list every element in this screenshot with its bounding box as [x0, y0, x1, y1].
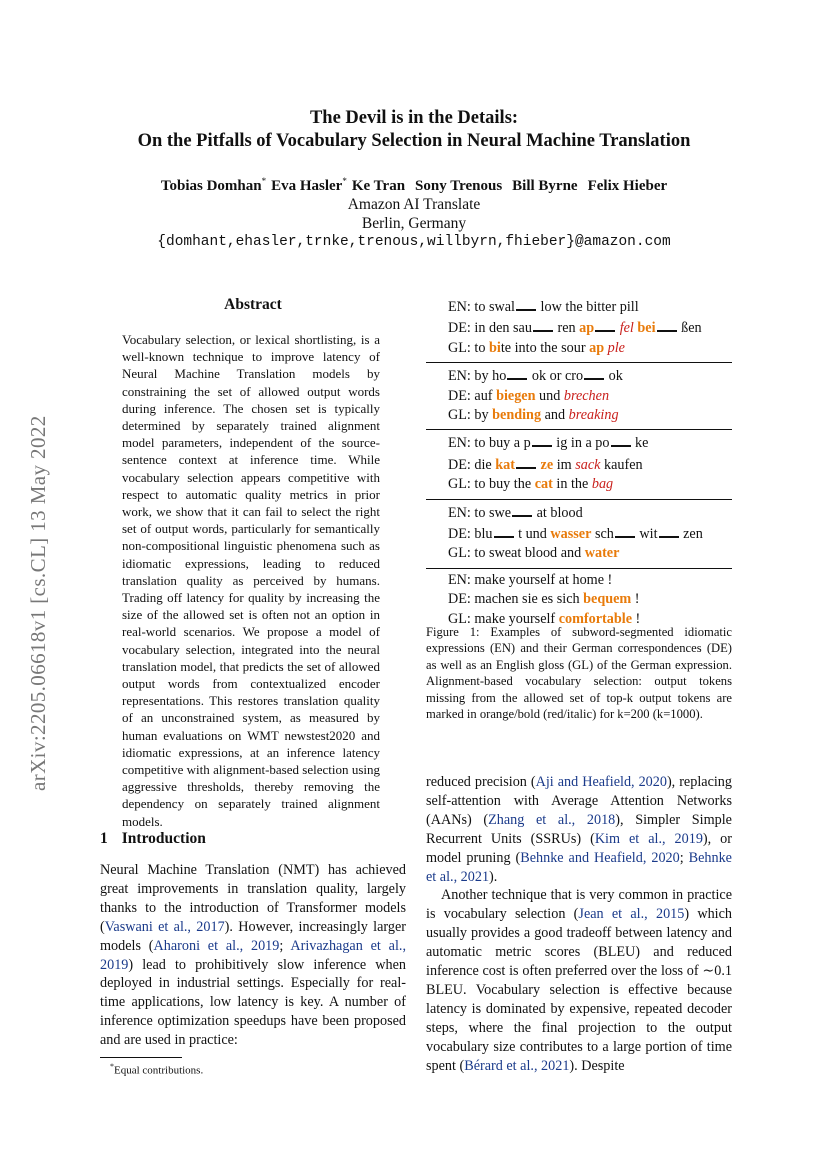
missing-token-k200: ap	[589, 339, 605, 356]
token-text: DE: die	[448, 456, 496, 473]
token-text: DE: machen sie es sich	[448, 591, 584, 608]
german-line	[448, 317, 732, 338]
missing-token-k1000: breaking	[568, 407, 619, 424]
token-text: GL: to sweat blood and	[448, 545, 585, 562]
token-text: ßen	[677, 320, 702, 337]
text-run: Another technique that is very common in practice is vocabulary selection (	[426, 887, 732, 923]
german-line	[448, 590, 732, 609]
missing-token-k200: bending	[492, 407, 542, 424]
missing-token-k1000: ple	[607, 339, 625, 356]
right-column-text	[426, 773, 732, 1076]
token-text: EN: to buy a p	[448, 435, 531, 452]
token-text: ok	[605, 368, 623, 385]
subword-boundary-marker	[595, 317, 615, 332]
token-text: wit	[635, 526, 658, 543]
token-text: GL: make yourself	[448, 610, 559, 627]
intro-paragraph-1-continued	[426, 773, 732, 886]
token-text: DE: in den sau	[448, 320, 532, 337]
abstract-text: Vocabulary selection, or lexical shortlisting, is a well-known technique to improve latency of Neural Machine Translation models by constraining the set of allowed output words during inference. The chosen set is typically determined by separately trained alignment model parameters, independent of the source-sentence context at inference time. While vocabulary selection appears competitive with respect to automatic quality metrics in prior work, we show that it can fail to select the right set of output words, particularly for semantically non-compositional linguistic phenomena such as idiomatic expressions, leading to reduced translation quality as perceived by humans. Trading off latency for quality by increasing the size of the allowed set is often not an option in real-world scenarios. We propose a model of vocabulary selection, integrated into the neural translation model, that predicts the set of allowed output words from contextualized encoder representations. This restores translation quality of an unconstrained system, as measured by human evaluations on WMT newstest2020 and idiomatic expressions, at an inference latency competitive with alignment-based selection using aggressive thresholds, thereby removing the dependency on separately trained alignment models.	[122, 332, 380, 829]
missing-token-k200: water	[584, 545, 620, 562]
author-name: Felix Hieber	[587, 178, 668, 194]
token-text: !	[631, 591, 640, 608]
footnote-text: Equal contributions.	[114, 1064, 204, 1077]
missing-token-k200: cat	[534, 476, 553, 493]
text-run: reduced precision (	[426, 774, 536, 790]
title-line-2: On the Pitfalls of Vocabulary Selection in Neural Machine Translation	[137, 131, 691, 151]
missing-token-k200: wasser	[550, 526, 592, 543]
token-text: EN: make yourself at home !	[448, 571, 613, 588]
section-number: 1	[100, 830, 108, 847]
token-text: te into the sour	[500, 339, 590, 356]
token-text: !	[632, 610, 641, 627]
english-line	[448, 296, 732, 317]
idiom-example	[426, 294, 732, 363]
subword-boundary-marker	[657, 317, 677, 332]
idiom-example	[426, 363, 732, 430]
token-text: low the bitter pill	[537, 299, 639, 315]
citation-link[interactable]: Bérard et al., 2021	[464, 1057, 570, 1074]
text-run: ). However, increasingly larger models (	[100, 918, 406, 954]
token-text: ke	[631, 435, 649, 452]
subword-boundary-marker	[516, 296, 536, 311]
missing-token-k200: comfortable	[558, 610, 632, 627]
citation-link[interactable]: Behnke and Heafield, 2020	[520, 849, 680, 866]
text-run: ;	[679, 849, 689, 866]
token-text: at blood	[533, 504, 583, 521]
token-text: EN: to swal	[448, 299, 515, 315]
token-text: DE: blu	[448, 526, 493, 543]
text-run: Neural Machine Translation (NMT) has achieved great improvements in translation quality, largely thanks to the introduction of Transformer models (	[100, 862, 406, 935]
subword-boundary-marker	[507, 365, 527, 380]
token-text: EN: by ho	[448, 368, 507, 385]
missing-token-k200: biegen	[496, 387, 536, 404]
token-text: kaufen	[600, 456, 643, 473]
footnote-mark: *	[110, 1062, 114, 1071]
text-run: ).	[489, 868, 498, 885]
figure-1-examples	[426, 294, 732, 633]
text-run: ). Despite	[569, 1057, 625, 1074]
footnote	[110, 1062, 203, 1077]
author-name: Eva Hasler	[271, 178, 343, 194]
title-line-1: The Devil is in the Details:	[309, 108, 519, 128]
subword-boundary-marker	[533, 317, 553, 332]
german-line	[448, 454, 732, 475]
subword-boundary-marker	[659, 523, 679, 538]
text-run: ), Simpler Simple Recurrent Units (SSRUs) (	[426, 811, 732, 847]
footnote-rule	[100, 1057, 182, 1058]
missing-token-k200: bequem	[583, 591, 632, 608]
text-run: ), replacing self-attention with Average Attention Networks (AANs) (	[426, 774, 732, 828]
missing-token-k1000: bag	[591, 476, 614, 493]
idiom-example	[426, 430, 732, 499]
citation-link[interactable]: Kim et al., 2019	[594, 830, 703, 847]
author-name: Bill Byrne	[512, 178, 578, 194]
german-line	[448, 387, 732, 406]
german-line	[448, 523, 732, 544]
text-run: ), or model pruning (	[426, 830, 732, 866]
gloss-line	[448, 475, 732, 494]
citation-link[interactable]: Aharoni et al., 2019	[153, 937, 280, 954]
equal-contribution-mark: *	[261, 176, 267, 186]
missing-token-k200: bei	[637, 320, 656, 337]
citation-link[interactable]: Vaswani et al., 2017	[104, 918, 225, 935]
token-text: ok or cro	[528, 368, 584, 385]
token-text: und	[535, 387, 564, 404]
text-run: ;	[279, 937, 291, 954]
text-run: ) lead to prohibitively slow inference when deployed in industrial settings. Especially for real-time applications, low latency is key. A number of inference optimization speedups have been proposed and are used in practice:	[100, 956, 406, 1049]
gloss-line	[448, 544, 732, 563]
subword-boundary-marker	[494, 523, 514, 538]
author-name: Ke Tran	[351, 178, 406, 194]
english-line	[448, 571, 732, 590]
paper-title	[0, 107, 828, 153]
token-text: ig in a po	[552, 435, 610, 452]
missing-token-k200: bi	[488, 339, 501, 356]
intro-paragraph-2	[426, 886, 732, 1075]
token-text: EN: to swe	[448, 504, 512, 521]
section-title: Introduction	[121, 830, 206, 847]
token-text: GL: by	[448, 407, 493, 424]
token-text: and	[541, 407, 569, 424]
token-text: sch	[591, 526, 614, 543]
missing-token-k1000: fel	[619, 320, 634, 337]
english-line	[448, 365, 732, 386]
figure-1-caption: Figure 1: Examples of subword-segmented idiomatic expressions (EN) and their German correspondences (DE) as well as an English gloss (GL) of the German expression. Alignment-based vocabulary selection: output tokens missing from the allowed set of top-k output tokens are marked in orange/bold (red/italic) for k=200 (k=1000).	[426, 625, 732, 722]
token-text: ren	[553, 320, 580, 337]
citation-link[interactable]: Arivazhagan et al., 2019	[100, 937, 406, 973]
abstract-heading: Abstract	[224, 296, 282, 313]
citation-link[interactable]: Behnke et al., 2021	[426, 849, 732, 885]
token-text: zen	[679, 526, 703, 543]
idiom-example	[426, 500, 732, 569]
equal-contribution-mark: *	[342, 176, 347, 186]
subword-boundary-marker	[532, 432, 552, 447]
citation-link[interactable]: Zhang et al., 2018	[488, 811, 616, 828]
missing-token-k200: ap	[579, 320, 595, 337]
subword-boundary-marker	[615, 523, 635, 538]
token-text: t und	[514, 526, 551, 543]
citation-link[interactable]: Aji and Heafield, 2020	[535, 774, 667, 790]
gloss-line	[448, 339, 732, 358]
arxiv-identifier: arXiv:2205.06618v1 [cs.CL] 13 May 2022	[26, 415, 50, 791]
token-text: in the	[552, 476, 592, 493]
token-text: GL: to	[448, 339, 489, 356]
token-text: im	[553, 456, 576, 473]
author-list	[0, 176, 828, 195]
subword-boundary-marker	[516, 454, 536, 469]
subword-boundary-marker	[512, 502, 532, 517]
missing-token-k200: ze	[540, 456, 554, 473]
author-name: Tobias Domhan	[160, 178, 262, 194]
english-line	[448, 502, 732, 523]
intro-paragraph-1	[100, 861, 406, 1050]
gloss-line	[448, 406, 732, 425]
author-name: Sony Trenous	[415, 178, 503, 194]
missing-token-k200: kat	[495, 456, 515, 473]
author-emails: {domhant,ehasler,trnke,trenous,willbyrn,fhieber}@amazon.com	[157, 234, 671, 250]
section-heading	[100, 830, 206, 848]
token-text: GL: to buy the	[448, 476, 535, 493]
token-text: DE: auf	[448, 387, 497, 404]
subword-boundary-marker	[611, 432, 631, 447]
missing-token-k1000: sack	[575, 456, 601, 473]
citation-link[interactable]: Jean et al., 2015	[578, 906, 685, 923]
location: Berlin, Germany	[361, 215, 467, 232]
affiliation: Amazon AI Translate	[347, 196, 481, 213]
missing-token-k1000: brechen	[563, 387, 610, 404]
text-run: ) which usually provides a good tradeoff between latency and automatic metric scores (BLEU) and reduced inference cost is often preferred over the loss of ∼0.1 BLEU. Vocabulary selection is effective because latency is dominated by expensive, repeated decoder steps, where the final projection to the output vocabulary size contributes to a large portion of time spent (	[426, 906, 733, 1074]
subword-boundary-marker	[584, 365, 604, 380]
english-line	[448, 432, 732, 453]
